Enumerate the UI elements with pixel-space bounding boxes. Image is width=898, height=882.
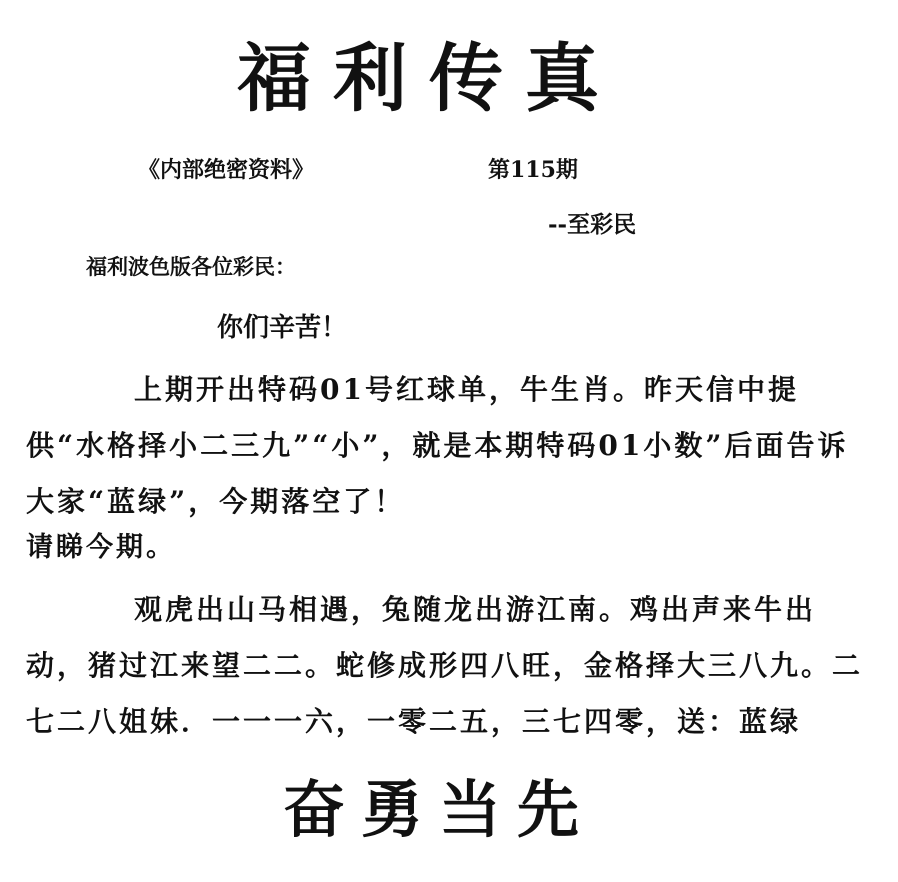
subtitle-row xyxy=(0,153,898,187)
closing-slogan: 奋勇当先 xyxy=(282,773,595,846)
page-title: 福利传真 xyxy=(237,36,621,122)
document-label: 《内部绝密资料》 xyxy=(138,157,315,183)
greeting-line: 福利波色版各位彩民： xyxy=(86,254,296,279)
issue-number: 第115期 xyxy=(488,157,578,183)
paragraph-riddle: 观虎出山马相遇，兔随龙出游江南。鸡出声来牛出动，猪过江来望二二。蛇修成形四八旺，金格择大三八九。二七二八姐妹．一一一六，一零二五，三七四零，送：蓝绿 xyxy=(26,593,864,738)
paragraph-transition: 请睇今期。 xyxy=(26,532,176,563)
salutation: 你们辛苦！ xyxy=(217,313,348,343)
addressee-signature: --至彩民 xyxy=(548,211,637,238)
paragraph-previous-result: 上期开出特码01号红球单，牛生肖。昨天信中提供“水格择小二三九”“小”，就是本期特码01小数”后面告诉大家“蓝绿”，今期落空了！ xyxy=(26,373,849,518)
